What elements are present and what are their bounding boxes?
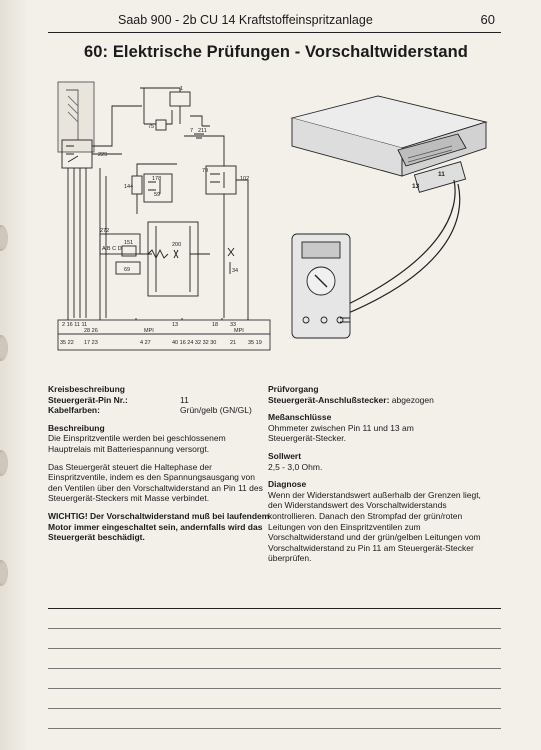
notes-line [48, 728, 501, 729]
svg-text:2 16 11 11: 2 16 11 11 [62, 322, 88, 328]
kreisbeschreibung-heading: Kreisbeschreibung [48, 384, 125, 394]
svg-text:1: 1 [180, 86, 184, 92]
svg-text:272: 272 [100, 228, 110, 234]
svg-text:13: 13 [412, 183, 420, 190]
svg-text:35 22: 35 22 [60, 340, 74, 346]
anschluss-label: Steuergerät-Anschlußstecker: [268, 394, 390, 405]
page-number: 60 [480, 12, 495, 27]
notes-rule [48, 608, 501, 609]
kabel-label: Kabelfarben: [48, 405, 100, 416]
svg-text:21: 21 [230, 340, 237, 346]
svg-text:7: 7 [190, 128, 194, 134]
svg-text:35 19: 35 19 [248, 340, 262, 346]
notes-line [48, 708, 501, 709]
mess-line-1: Ohmmeter zwischen Pin 11 und 13 am [268, 422, 414, 433]
right-column [268, 384, 483, 564]
sollwert-value: 2,5 - 3,0 Ohm. [268, 461, 323, 472]
svg-text:75: 75 [148, 124, 155, 130]
kabel-row [48, 405, 270, 416]
svg-text:MPI: MPI [234, 328, 244, 334]
anschluss-line [268, 395, 483, 406]
notes-area [48, 600, 501, 750]
pin-label: Steuergerät-Pin Nr.: [48, 394, 128, 405]
diagnose-text: Wenn der Widerstandswert außerhalb der Grenzen liegt, den Widerstandswert des Vorschaltwiderstands kontrollieren. Danach den Strompfad der grün/roten Leitungen von den Einspritzventilen zum Vorschaltwiderstand und der grün/gelben Leitungen vom Vorschaltwiderstand zu Pin 11 am Steuergerät-Stecker überprüfen. [268, 489, 481, 564]
messanschluesse-heading: Meßanschlüsse [268, 412, 332, 423]
svg-text:144: 144 [124, 184, 134, 190]
warning-text: WICHTIG! Der Vorschaltwiderstand muß bei laufendem Motor immer eingeschaltet sein, andernfalls wird das Steuergerät beschädigt. [48, 510, 270, 543]
anschluss-value: abgezogen [391, 394, 434, 405]
left-column [48, 384, 270, 543]
svg-text:34: 34 [232, 268, 239, 274]
running-title: Saab 900 - 2b CU 14 Kraftstoffeinspritzanlage [118, 13, 373, 27]
svg-text:11: 11 [438, 171, 445, 178]
beschreibung-heading: Beschreibung [48, 422, 105, 433]
svg-text:MPI: MPI [144, 328, 154, 334]
svg-text:33: 33 [230, 322, 237, 328]
svg-text:151: 151 [124, 240, 134, 246]
svg-text:13: 13 [172, 322, 179, 328]
svg-text:A B C D: A B C D [102, 246, 122, 252]
svg-text:40 16 24 32 32 30: 40 16 24 32 32 30 [172, 340, 217, 346]
svg-text:28 26: 28 26 [84, 328, 98, 334]
pruefvorgang-heading: Prüfvorgang [268, 384, 319, 394]
notes-line [48, 648, 501, 649]
mess-line-2: Steuergerät-Stecker. [268, 433, 346, 444]
notes-line [48, 668, 501, 669]
kabel-value: Grün/gelb (GN/GL) [180, 405, 252, 416]
notes-line [48, 628, 501, 629]
haltephase-paragraph: Das Steuergerät steuert die Haltephase der Einspritzventile, indem es den Spannungsausgang von den Ventilen über den Vorschaltwiderstand an Pin 11 des Steuergerät-Steckers mit Masse verbindet. [48, 461, 263, 504]
multimeter-illustration [292, 234, 350, 338]
svg-text:102: 102 [240, 176, 250, 182]
section-title: 60: Elektrische Prüfungen - Vorschaltwiderstand [84, 43, 468, 61]
notes-line [48, 688, 501, 689]
svg-text:18: 18 [212, 322, 219, 328]
beschreibung-text: Die Einspritzventile werden bei geschlossenem Hauptrelais mit Batteriespannung versorgt. [48, 433, 226, 454]
relay-102 [206, 166, 236, 194]
svg-text:178: 178 [152, 176, 162, 182]
circuit-schematic [58, 82, 270, 350]
pin-value: 11 [180, 394, 189, 405]
svg-text:17 23: 17 23 [84, 340, 98, 346]
resistor-200 [148, 222, 198, 296]
pin-row [48, 395, 270, 406]
svg-text:69: 69 [124, 267, 131, 273]
svg-text:229: 229 [98, 152, 108, 158]
page-header [48, 10, 501, 33]
svg-text:59: 59 [154, 192, 161, 198]
wiring-diagram [44, 76, 514, 354]
sollwert-heading: Sollwert [268, 450, 302, 461]
svg-text:4 27: 4 27 [140, 340, 151, 346]
component-144 [132, 176, 142, 194]
svg-text:211: 211 [198, 128, 207, 134]
page-binding-edge [0, 0, 28, 750]
svg-text:79: 79 [202, 168, 209, 174]
fuse-box-1 [170, 92, 190, 106]
diagnose-heading: Diagnose [268, 479, 307, 490]
svg-text:200: 200 [172, 242, 182, 248]
